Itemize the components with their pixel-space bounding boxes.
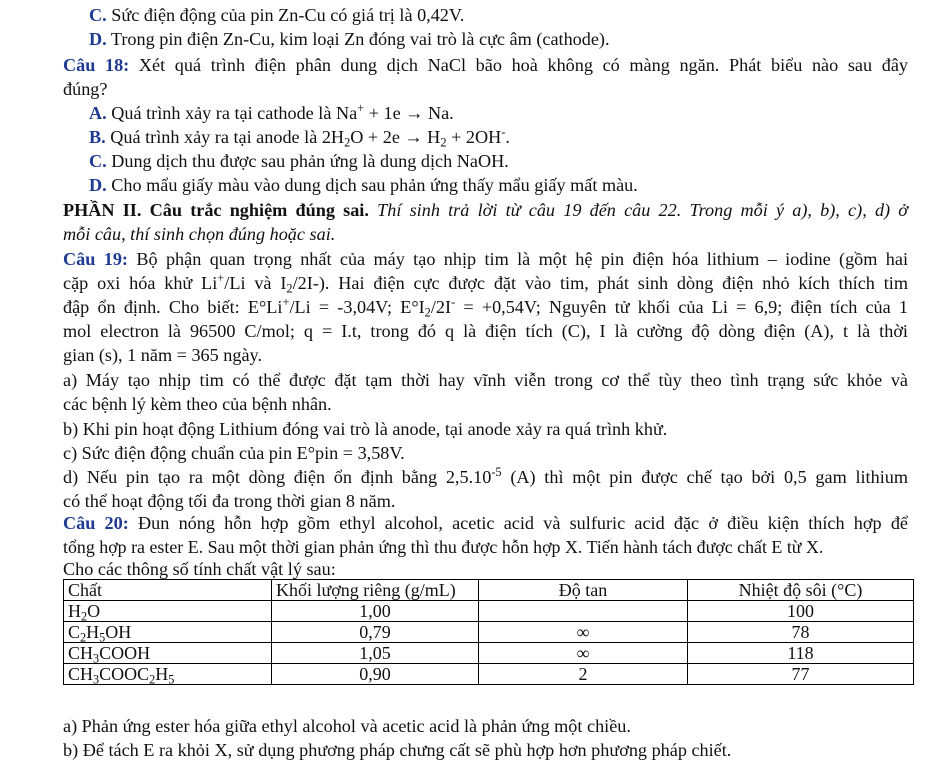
- text-run: (A) thì một pin được chế tạo bởi 0,5 gam lithium: [501, 467, 908, 487]
- solubility-cell: 2: [479, 664, 688, 685]
- q20-line3: Cho các thông số tính chất vật lý sau:: [63, 559, 336, 579]
- q19-statement-b: b) Khi pin hoạt động Lithium đóng vai trò là anode, tại anode xảy ra quá trình khử.: [63, 419, 668, 439]
- formula-subscript: 5: [99, 630, 106, 645]
- option-text: Dung dịch thu được sau phản ứng là dung dịch NaOH.: [111, 151, 509, 171]
- superscript: -: [501, 125, 506, 140]
- formula-part: H: [68, 601, 81, 621]
- table-header-cell: Độ tan: [479, 580, 688, 601]
- option-letter: D.: [89, 29, 107, 49]
- option-text: Quá trình xảy ra tại cathode là Na: [111, 103, 358, 123]
- q19-line5: gian (s), 1 năm = 365 ngày.: [63, 345, 262, 365]
- boiling-point-cell: 78: [688, 622, 914, 643]
- formula-cell: [64, 601, 272, 622]
- table-row: [64, 622, 914, 643]
- solubility-cell: ∞: [479, 643, 688, 664]
- q18-option-d: [89, 174, 638, 196]
- option-letter: D.: [89, 175, 107, 195]
- option-letter: C.: [89, 151, 107, 171]
- solubility-cell: ∞: [479, 622, 688, 643]
- q18-option-c: [89, 150, 509, 172]
- option-letter: A.: [89, 103, 107, 123]
- q19-statement-a-line1: a) Máy tạo nhịp tim có thể được đặt tạm thời hay vĩnh viễn trong cơ thể tùy theo tình trạng sức khỏe và: [63, 370, 908, 390]
- q19-statement-d-line1: [63, 466, 908, 488]
- formula-cell: [64, 622, 272, 643]
- option-text: Cho mẩu giấy màu vào dung dịch sau phản ứng thấy mẩu giấy mất màu.: [111, 175, 638, 195]
- solubility-cell: [479, 601, 688, 622]
- formula-cell: [64, 664, 272, 685]
- question-label: Câu 19:: [63, 249, 128, 269]
- q19-line3: [63, 296, 908, 318]
- option-text: Sức điện động của pin Zn-Cu có giá trị là 0,42V.: [111, 5, 465, 25]
- section-title: PHẦN II. Câu trắc nghiệm đúng sai.: [63, 200, 369, 220]
- formula-part: O: [87, 601, 101, 621]
- superscript: -: [451, 295, 456, 310]
- q18-stem-line2: đúng?: [63, 79, 108, 99]
- formula-subscript: 2: [80, 630, 87, 645]
- q19-statement-c: c) Sức điện động chuẩn của pin E°pin = 3,58V.: [63, 443, 405, 463]
- q20-line1: [63, 512, 908, 534]
- q19-line2: [63, 272, 908, 294]
- density-cell: 1,05: [272, 643, 479, 664]
- q20-line2: tổng hợp ra ester E. Sau một thời gian phản ứng thì thu được hỗn hợp X. Tiến hành tách được chất E từ X.: [63, 537, 824, 557]
- option-text: + 1e → Na.: [364, 103, 454, 123]
- formula-part: C: [68, 622, 81, 642]
- question-stem: Đun nóng hỗn hợp gồm ethyl alcohol, acetic acid và sulfuric acid đặc ở điều kiện thích hợp để: [138, 513, 908, 533]
- superscript: +: [217, 271, 225, 286]
- table-header-cell: Nhiệt độ sôi (°C): [688, 580, 914, 601]
- question-label: Câu 20:: [63, 513, 129, 533]
- question-stem: Xét quá trình điện phân dung dịch NaCl bão hoà không có màng ngăn. Phát biểu nào sau đây: [138, 55, 908, 75]
- table-header-cell: Khối lượng riêng (g/mL): [272, 580, 479, 601]
- boiling-point-cell: 100: [688, 601, 914, 622]
- density-cell: 1,00: [272, 601, 479, 622]
- formula-part: CH: [68, 643, 94, 663]
- option-text: O + 2e → H: [350, 127, 441, 147]
- formula-part: COOH: [99, 643, 151, 663]
- formula-part: OH: [105, 622, 132, 642]
- subscript: 2: [344, 135, 351, 150]
- q19-line1: [63, 248, 908, 270]
- text-run: d) Nếu pin tạo ra một dòng điện ổn định bằng 2,5.10: [63, 467, 492, 487]
- text-run: /Li và I: [224, 273, 287, 293]
- text-run: = +0,54V; Nguyên tử khối của Li = 6,9; điện tích của 1: [455, 297, 908, 317]
- formula-part: COOC: [99, 664, 150, 684]
- question-label: Câu 18:: [63, 55, 130, 75]
- formula-part: H: [155, 664, 169, 684]
- text-run: /Li = -3,04V; E°I: [289, 297, 425, 317]
- formula-subscript: 2: [81, 609, 88, 624]
- boiling-point-cell: 118: [688, 643, 914, 664]
- formula-subscript: 5: [168, 672, 175, 687]
- text-run: đập ổn định. Cho biết: E°Li: [63, 297, 283, 317]
- option-d-line: [89, 28, 610, 50]
- subscript: 2: [440, 135, 447, 150]
- table-header-row: [64, 580, 914, 601]
- formula-part: H: [86, 622, 100, 642]
- option-text: .: [505, 127, 510, 147]
- superscript: +: [357, 101, 365, 116]
- superscript: +: [282, 295, 290, 310]
- formula-part: CH: [68, 664, 94, 684]
- table-row: [64, 643, 914, 664]
- part2-heading-line2: mỗi câu, thí sinh chọn đúng hoặc sai.: [63, 224, 336, 244]
- option-text: Trong pin điện Zn-Cu, kim loại Zn đóng vai trò là cực âm (cathode).: [110, 29, 610, 49]
- density-cell: 0,90: [272, 664, 479, 685]
- text-run: /2I-). Hai điện cực được đặt vào tim, phát sinh dòng điện nhỏ kích thích tim: [292, 273, 908, 293]
- table-row: [64, 601, 914, 622]
- formula-subscript: 3: [93, 672, 100, 687]
- q20-statement-a: a) Phản ứng ester hóa giữa ethyl alcohol và acetic acid là phản ứng một chiều.: [63, 716, 631, 736]
- q18-option-b: [89, 126, 510, 148]
- formula-cell: [64, 643, 272, 664]
- option-text: + 2OH: [446, 127, 502, 147]
- q20-statement-b: b) Để tách E ra khỏi X, sử dụng phương pháp chưng cất sẽ phù hợp hơn phương pháp chiết.: [63, 740, 732, 760]
- q18-option-a: [89, 102, 454, 124]
- subscript: 2: [286, 281, 293, 296]
- boiling-point-cell: 77: [688, 664, 914, 685]
- table-row: [64, 664, 914, 685]
- q19-line4: mol electron là 96500 C/mol; q = I.t, trong đó q là điện tích (C), I là cường độ dòng điện (A), t là thời: [63, 321, 908, 341]
- option-text: Quá trình xảy ra tại anode là 2H: [110, 127, 345, 147]
- text-run: /2I: [430, 297, 452, 317]
- section-instructions: Thí sinh trả lời từ câu 19 đến câu 22. Trong mỗi ý a), b), c), d) ở: [377, 200, 909, 220]
- part2-heading-line1: [63, 199, 908, 221]
- table-header-cell: Chất: [64, 580, 272, 601]
- q18-stem-line1: [63, 54, 908, 76]
- text-run: cặp oxi hóa khử Li: [63, 273, 218, 293]
- density-cell: 0,79: [272, 622, 479, 643]
- superscript: -5: [491, 465, 502, 480]
- question-stem: Bộ phận quan trọng nhất của máy tạo nhịp tim là một hệ pin điện hóa lithium – iodine (gồm hai: [136, 249, 909, 269]
- q19-statement-d-line2: có thể hoạt động tối đa trong thời gian 8 năm.: [63, 491, 396, 511]
- option-c-line: [89, 4, 464, 26]
- subscript: 2: [424, 305, 431, 320]
- formula-subscript: 2: [149, 672, 156, 687]
- physical-properties-table: [63, 579, 914, 685]
- formula-subscript: 3: [93, 651, 100, 666]
- q19-statement-a-line2: các bệnh lý kèm theo của bệnh nhân.: [63, 394, 332, 414]
- option-letter: C.: [89, 5, 107, 25]
- option-letter: B.: [89, 127, 106, 147]
